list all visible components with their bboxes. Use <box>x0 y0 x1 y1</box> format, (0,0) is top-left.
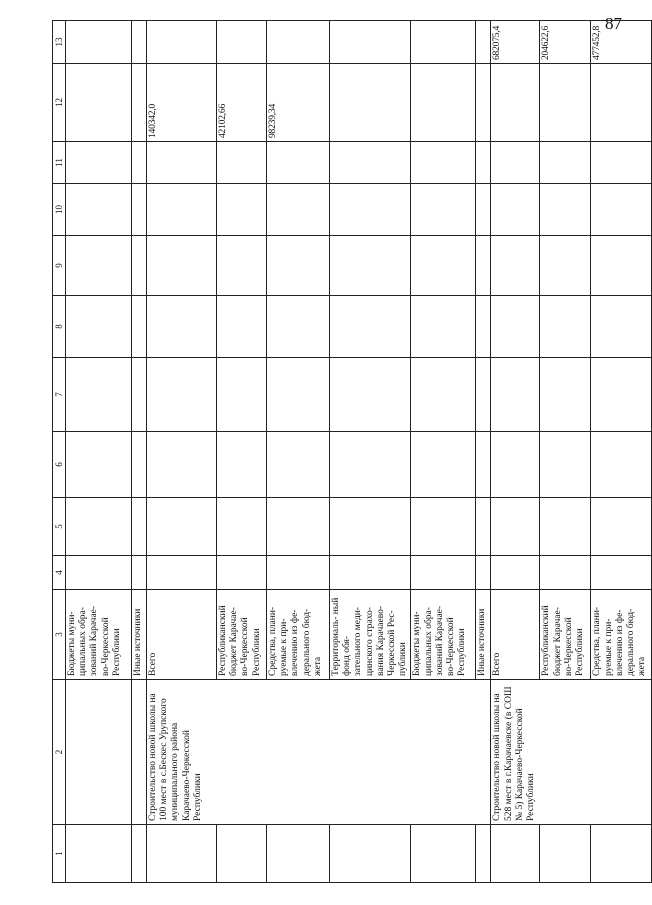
row-number-cell <box>147 825 217 883</box>
amount-cell-col-13 <box>330 21 411 64</box>
amount-cell-col-13: 682075,4 <box>491 21 540 64</box>
amount-cell <box>147 498 217 556</box>
amount-cell <box>591 358 652 432</box>
amount-cell <box>411 358 476 432</box>
amount-cell <box>217 432 267 498</box>
column-number: 12 <box>53 64 66 142</box>
amount-cell <box>66 498 132 556</box>
amount-cell <box>540 184 591 236</box>
amount-cell <box>491 142 540 184</box>
column-number: 1 <box>53 825 66 883</box>
amount-cell <box>491 432 540 498</box>
row-number-cell <box>540 825 591 883</box>
amount-cell <box>147 142 217 184</box>
amount-cell <box>540 236 591 296</box>
amount-cell <box>491 498 540 556</box>
amount-cell <box>147 556 217 590</box>
column-number: 4 <box>53 556 66 590</box>
column-number: 2 <box>53 680 66 825</box>
column-number: 7 <box>53 358 66 432</box>
column-number: 13 <box>53 21 66 64</box>
amount-cell <box>491 296 540 358</box>
amount-cell <box>330 358 411 432</box>
amount-cell <box>491 358 540 432</box>
amount-cell <box>491 184 540 236</box>
column-number: 11 <box>53 142 66 184</box>
amount-cell <box>540 556 591 590</box>
funding-source-cell: Средства, плани- руемые к при- влечению из фе- дерального бюд- жета <box>591 590 652 680</box>
amount-cell <box>411 296 476 358</box>
amount-cell <box>132 498 147 556</box>
amount-cell <box>267 236 330 296</box>
amount-cell <box>66 358 132 432</box>
funding-source-cell: Иные источники <box>132 590 147 680</box>
amount-cell <box>476 498 491 556</box>
amount-cell <box>330 432 411 498</box>
amount-cell <box>591 236 652 296</box>
amount-cell <box>591 556 652 590</box>
column-number: 3 <box>53 590 66 680</box>
row-number-cell <box>476 825 491 883</box>
funding-source-cell: Бюджеты муни- ципальных обра- зований Карачае- во-Черкесской Республики <box>411 590 476 680</box>
amount-cell <box>411 142 476 184</box>
amount-cell <box>411 498 476 556</box>
amount-cell <box>132 142 147 184</box>
amount-cell-col-12: 140342,0 <box>147 64 217 142</box>
program-table <box>52 20 652 883</box>
column-number: 5 <box>53 498 66 556</box>
project-name-cell <box>66 680 132 825</box>
amount-cell <box>66 184 132 236</box>
row-number-cell <box>411 825 476 883</box>
amount-cell-col-13 <box>267 21 330 64</box>
amount-cell-col-12 <box>591 64 652 142</box>
column-number: 6 <box>53 432 66 498</box>
row-number-cell <box>491 825 540 883</box>
amount-cell <box>411 556 476 590</box>
amount-cell <box>66 296 132 358</box>
amount-cell <box>66 142 132 184</box>
funding-source-cell: Иные источники <box>476 590 491 680</box>
amount-cell <box>476 432 491 498</box>
amount-cell <box>540 498 591 556</box>
amount-cell <box>591 296 652 358</box>
amount-cell <box>330 142 411 184</box>
amount-cell <box>411 184 476 236</box>
amount-cell <box>476 236 491 296</box>
amount-cell <box>476 184 491 236</box>
project-name-cell: Строительство новой школы на 528 мест в г.Карачаевске (в СОШ № 5) Карачаево-Черкесской Республики <box>491 680 652 825</box>
amount-cell <box>66 432 132 498</box>
amount-cell <box>591 498 652 556</box>
amount-cell <box>267 296 330 358</box>
amount-cell <box>147 296 217 358</box>
amount-cell <box>476 296 491 358</box>
amount-cell <box>66 236 132 296</box>
amount-cell <box>330 296 411 358</box>
amount-cell <box>66 556 132 590</box>
column-number: 10 <box>53 184 66 236</box>
amount-cell <box>540 296 591 358</box>
amount-cell <box>217 296 267 358</box>
amount-cell-col-12 <box>491 64 540 142</box>
amount-cell <box>147 358 217 432</box>
amount-cell <box>217 358 267 432</box>
table-row <box>132 21 147 883</box>
amount-cell-col-13 <box>147 21 217 64</box>
amount-cell <box>491 556 540 590</box>
amount-cell <box>476 358 491 432</box>
amount-cell <box>267 184 330 236</box>
amount-cell <box>267 358 330 432</box>
amount-cell-col-13 <box>476 21 491 64</box>
amount-cell-col-12 <box>411 64 476 142</box>
amount-cell <box>540 358 591 432</box>
amount-cell <box>132 432 147 498</box>
amount-cell <box>540 142 591 184</box>
amount-cell <box>132 556 147 590</box>
project-name-cell: Строительство новой школы на 100 мест в с.Бескес Урупского муниципального района Карачаево-Черкесской Республики <box>147 680 491 825</box>
amount-cell <box>591 142 652 184</box>
amount-cell <box>217 184 267 236</box>
row-number-cell <box>66 825 132 883</box>
funding-source-cell: Всего <box>491 590 540 680</box>
amount-cell <box>132 184 147 236</box>
row-number-cell <box>591 825 652 883</box>
row-number-cell <box>330 825 411 883</box>
amount-cell <box>491 236 540 296</box>
amount-cell-col-13: 204622,6 <box>540 21 591 64</box>
row-number-cell <box>267 825 330 883</box>
amount-cell <box>591 432 652 498</box>
funding-source-cell: Средства, плани- руемые к при- влечению из фе- дерального бюд- жета <box>267 590 330 680</box>
amount-cell-col-12 <box>66 64 132 142</box>
amount-cell <box>540 432 591 498</box>
amount-cell <box>147 236 217 296</box>
row-number-cell <box>217 825 267 883</box>
table-row <box>147 21 217 883</box>
column-number: 9 <box>53 236 66 296</box>
funding-source-cell: Территориаль- ный фонд обя- зательного меди- цинского страхо- вания Карачаево- Черкесской Рес- публики <box>330 590 411 680</box>
amount-cell <box>330 236 411 296</box>
amount-cell-col-13 <box>66 21 132 64</box>
amount-cell <box>267 556 330 590</box>
amount-cell-col-13 <box>411 21 476 64</box>
amount-cell <box>267 432 330 498</box>
amount-cell <box>476 556 491 590</box>
table-row <box>66 21 132 883</box>
amount-cell <box>217 142 267 184</box>
amount-cell <box>330 498 411 556</box>
amount-cell <box>267 142 330 184</box>
amount-cell-col-12: 42102,66 <box>217 64 267 142</box>
amount-cell <box>330 184 411 236</box>
amount-cell <box>411 432 476 498</box>
amount-cell <box>147 432 217 498</box>
project-name-cell <box>132 680 147 825</box>
amount-cell <box>217 498 267 556</box>
amount-cell-col-13: 477452,8 <box>591 21 652 64</box>
amount-cell <box>132 236 147 296</box>
amount-cell-col-12: 98239,34 <box>267 64 330 142</box>
amount-cell <box>411 236 476 296</box>
funding-source-cell: Бюджеты муни- ципальных обра- зований Карачае- во-Черкесской Республики <box>66 590 132 680</box>
amount-cell-col-13 <box>132 21 147 64</box>
amount-cell <box>267 498 330 556</box>
column-number-row <box>53 21 66 883</box>
table-row <box>491 21 540 883</box>
amount-cell <box>330 556 411 590</box>
funding-source-cell: Всего <box>147 590 217 680</box>
amount-cell <box>147 184 217 236</box>
column-number: 8 <box>53 296 66 358</box>
amount-cell-col-12 <box>132 64 147 142</box>
amount-cell-col-12 <box>330 64 411 142</box>
amount-cell-col-13 <box>217 21 267 64</box>
amount-cell-col-12 <box>476 64 491 142</box>
amount-cell <box>591 184 652 236</box>
amount-cell <box>132 296 147 358</box>
funding-source-cell: Республиканский бюджет Карачае- во-Черкесской Республики <box>540 590 591 680</box>
row-number-cell <box>132 825 147 883</box>
amount-cell <box>476 142 491 184</box>
amount-cell <box>217 236 267 296</box>
page-number: 87 <box>605 14 622 33</box>
amount-cell <box>132 358 147 432</box>
funding-source-cell: Республиканский бюджет Карачае- во-Черкесской Республики <box>217 590 267 680</box>
amount-cell <box>217 556 267 590</box>
amount-cell-col-12 <box>540 64 591 142</box>
